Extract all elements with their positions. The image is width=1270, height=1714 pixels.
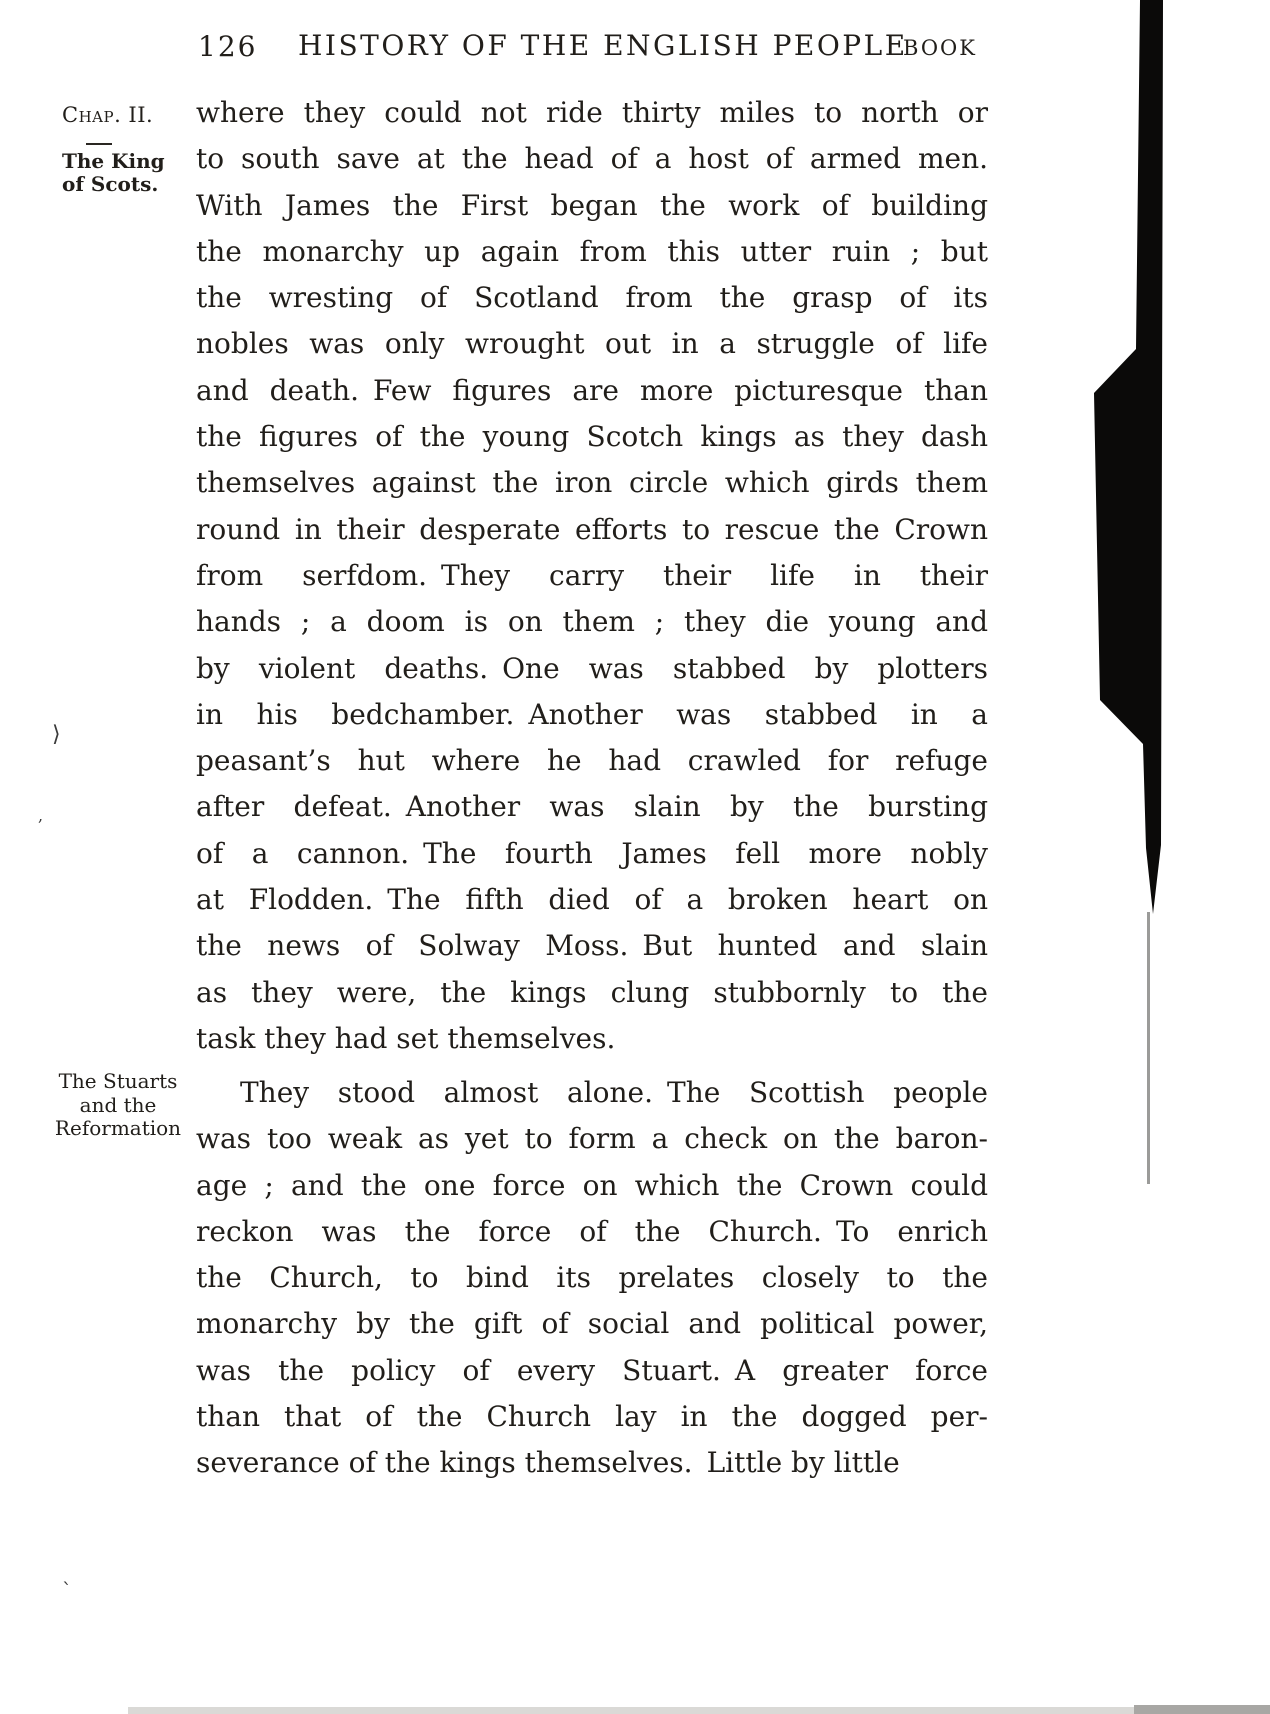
scan-artifact-mark: ,	[38, 806, 44, 825]
paragraph-king-of-scots	[196, 90, 988, 1062]
text-line: nobles was only wrought out in a struggle of life	[196, 327, 988, 361]
text-line: the monarchy up again from this utter ruin ; but	[196, 234, 988, 268]
text-line: was too weak as yet to form a check on the baron-	[196, 1122, 988, 1156]
margin-note-line: Reformation	[54, 1116, 182, 1140]
margin-note-line: The Stuarts	[58, 1069, 178, 1093]
margin-note-stuarts-reformation	[44, 1070, 192, 1141]
text-line: the Church, to bind its prelates closely to the	[196, 1261, 988, 1295]
margin-note-line: and the	[79, 1092, 157, 1117]
scan-edge-shadow-dark	[1134, 1705, 1270, 1714]
margin-note-line: The King	[62, 149, 165, 173]
text-line: the wresting of Scotland from the grasp of its	[196, 281, 988, 315]
text-line: at Flodden. The fifth died of a broken heart on	[196, 883, 988, 917]
text-line: from serfdom. They carry their life in their	[196, 558, 988, 592]
running-title: HISTORY OF THE ENGLISH PEOPLE	[298, 29, 908, 62]
scan-artifact-blob	[1090, 0, 1170, 960]
text-line: to south save at the head of a host of armed men.	[196, 142, 988, 176]
text-line: They stood almost alone. The Scottish people	[240, 1076, 988, 1109]
text-line: age ; and the one force on which the Crown could	[196, 1168, 988, 1202]
text-line: by violent deaths. One was stabbed by plotters	[196, 651, 988, 685]
paragraph-stuarts-reformation	[196, 1070, 988, 1487]
margin-note-king-of-scots	[62, 150, 187, 196]
scan-artifact-mark: ⟩	[52, 722, 61, 747]
text-line: where they could not ride thirty miles to north or	[196, 96, 988, 129]
text-line: hands ; a doom is on them ; they die young and	[196, 605, 988, 639]
text-line: task they had set themselves.	[196, 1021, 616, 1055]
text-line: peasant’s hut where he had crawled for refuge	[196, 744, 988, 778]
text-line: reckon was the force of the Church. To enrich	[196, 1214, 988, 1248]
page-number: 126	[198, 30, 258, 63]
text-line: round in their desperate efforts to rescue the Crown	[196, 512, 988, 546]
scan-artifact-line	[1147, 912, 1150, 1184]
chapter-label: Chap. II.	[62, 103, 154, 127]
text-line: in his bedchamber. Another was stabbed in a	[196, 697, 988, 731]
margin-note-line: of Scots.	[62, 172, 159, 196]
scan-artifact-mark: `	[62, 1578, 72, 1602]
text-line: the figures of the young Scotch kings as they dash	[196, 420, 988, 454]
text-line: and death. Few figures are more picturesque than	[196, 373, 988, 407]
scan-edge-shadow	[128, 1707, 1136, 1714]
chapter-rule	[86, 143, 112, 145]
text-line: monarchy by the gift of social and political power,	[196, 1307, 988, 1341]
text-line: severance of the kings themselves. Little by little	[196, 1446, 900, 1480]
text-line: of a cannon. The fourth James fell more nobly	[196, 836, 988, 870]
text-line: than that of the Church lay in the dogged per-	[196, 1400, 988, 1434]
text-line: the news of Solway Moss. But hunted and slain	[196, 929, 988, 963]
text-line: was the policy of every Stuart. A greater force	[196, 1353, 988, 1387]
text-line: themselves against the iron circle which girds them	[196, 466, 988, 500]
text-line: after defeat. Another was slain by the bursting	[196, 790, 988, 824]
text-line: as they were, the kings clung stubbornly to the	[196, 975, 988, 1009]
text-line: With James the First began the work of building	[196, 188, 988, 222]
book-label: BOOK	[903, 36, 977, 60]
